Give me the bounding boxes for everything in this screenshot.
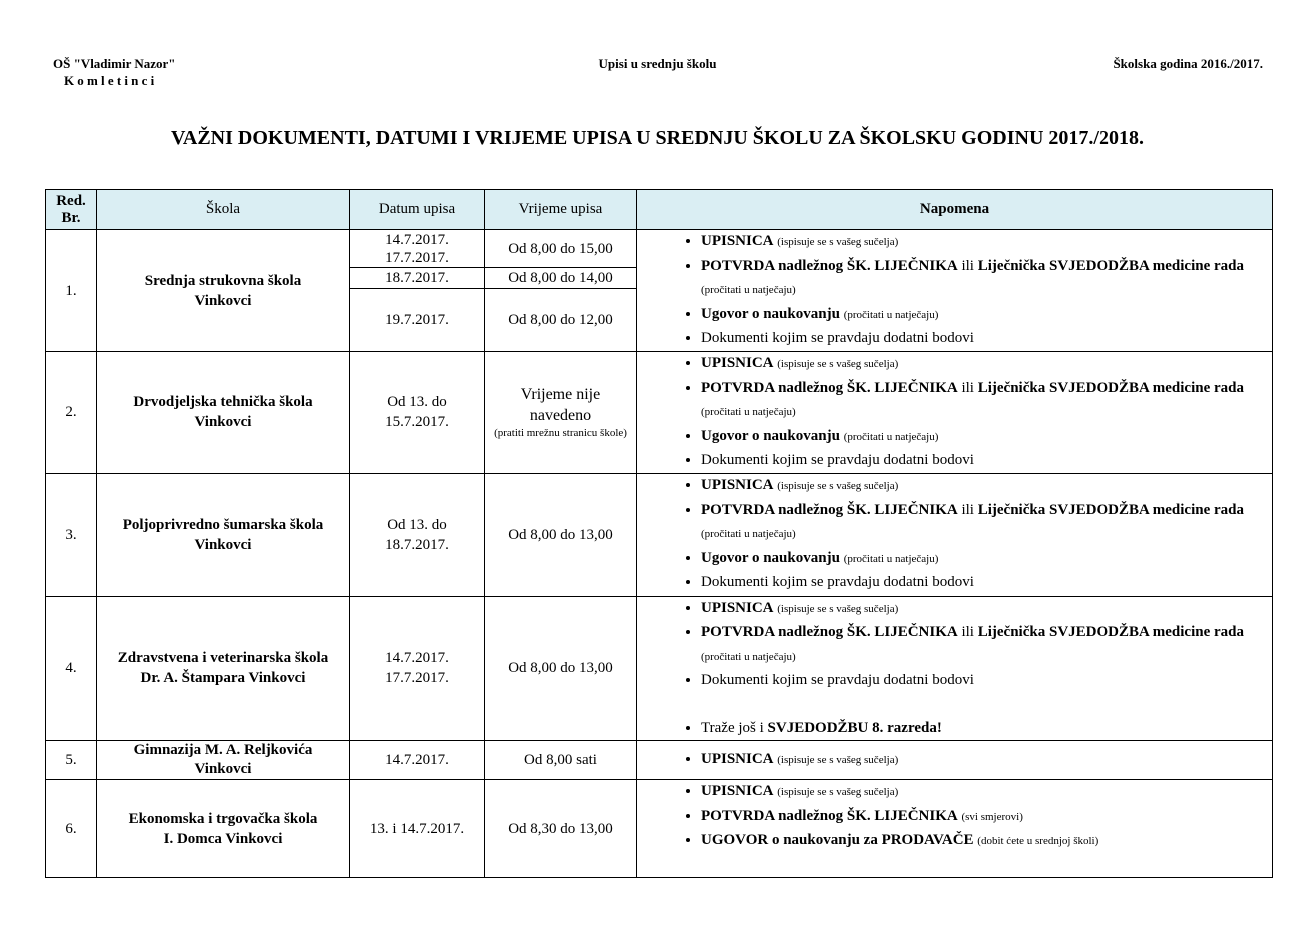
- date-cell: [350, 352, 485, 474]
- list-item: • UPISNICA (ispisuje se s vašeg sučelja): [701, 352, 1272, 377]
- list-item: • Dokumenti kojim se pravdaju dodatni bodovi: [701, 449, 1272, 473]
- note-list: [637, 780, 1272, 854]
- list-item: • POTVRDA nadležnog ŠK. LIJEČNIKA ili Liječnička SVJEDODŽBA medicine rada (pročitati u natječaju): [701, 377, 1272, 425]
- school-name-line: Drvodjeljska tehnička škola: [133, 394, 313, 411]
- school-city-line: Dr. A. Štampara Vinkovci: [140, 670, 306, 687]
- list-item: • Dokumenti kojim se pravdaju dodatni bodovi: [701, 571, 1272, 595]
- time-cell: [485, 741, 637, 780]
- list-item: • Ugovor o naukovanju (pročitati u natječaju): [701, 425, 1272, 450]
- date-value: 18.7.2017.: [385, 270, 449, 286]
- school-name-line: Gimnazija M. A. Reljkovića: [133, 742, 313, 758]
- date-cell: [350, 596, 485, 741]
- row-number: 5.: [46, 741, 97, 780]
- list-item: • Traže još i SVJEDODŽBU 8. razreda!: [701, 717, 1272, 741]
- table-row: [46, 352, 1273, 474]
- school-name-line: Srednja strukovna škola: [144, 272, 302, 289]
- list-item: • UPISNICA (ispisuje se s vašeg sučelja): [701, 474, 1272, 499]
- school-cell: [97, 596, 350, 741]
- list-item: • Ugovor o naukovanju (pročitati u natječaju): [701, 303, 1272, 328]
- row-number: 2.: [46, 352, 97, 474]
- time-cell: [485, 596, 637, 741]
- note-list: [637, 597, 1272, 741]
- list-item: • Dokumenti kojim se pravdaju dodatni bodovi: [701, 327, 1272, 351]
- note-list: [637, 748, 1272, 773]
- note-cell: [637, 352, 1273, 474]
- col-header-date: Datum upisa: [350, 190, 485, 230]
- col-header-note: Napomena: [637, 190, 1273, 230]
- time-value: Od 8,00 do 13,00: [508, 526, 613, 543]
- school-year: Školska godina 2016./2017.: [1113, 56, 1263, 71]
- col-header-no: Red. Br.: [46, 190, 97, 230]
- table-row: [46, 780, 1273, 878]
- table-row: [46, 741, 1273, 780]
- note-cell: [637, 230, 1273, 352]
- note-cell: [637, 596, 1273, 741]
- school-name-line: Ekonomska i trgovačka škola: [128, 810, 318, 827]
- date-value: 14.7.2017.: [385, 650, 449, 667]
- list-item: • Ugovor o naukovanju (pročitati u natječaju): [701, 547, 1272, 572]
- table-row: [46, 473, 1273, 596]
- list-item: • UPISNICA (ispisuje se s vašeg sučelja): [701, 780, 1272, 805]
- time-value: Od 8,30 do 13,00: [508, 820, 613, 837]
- list-item: • UPISNICA (ispisuje se s vašeg sučelja): [701, 230, 1272, 255]
- note-cell: [637, 780, 1273, 878]
- date-value: 19.7.2017.: [385, 312, 449, 328]
- enrollment-table: [45, 189, 1273, 878]
- school-name-line: Poljoprivredno šumarska škola: [122, 516, 324, 533]
- date-value: 18.7.2017.: [385, 536, 449, 553]
- col-header-school: Škola: [97, 190, 350, 230]
- date-value: 14.7.2017.: [385, 231, 449, 248]
- header-center-title: Upisi u srednju školu: [598, 56, 717, 71]
- list-item: • POTVRDA nadležnog ŠK. LIJEČNIKA ili Liječnička SVJEDODŽBA medicine rada (pročitati u natječaju): [701, 499, 1272, 547]
- school-city-line: Vinkovci: [194, 536, 252, 553]
- table-header-row: [46, 190, 1273, 230]
- time-value: Od 8,00 do 13,00: [508, 660, 613, 677]
- note-list: [637, 474, 1272, 595]
- note-list: [637, 230, 1272, 351]
- row-number: 6.: [46, 780, 97, 878]
- list-item: • POTVRDA nadležnog ŠK. LIJEČNIKA ili Liječnička SVJEDODŽBA medicine rada (pročitati u natječaju): [701, 255, 1272, 303]
- row-number: 1.: [46, 230, 97, 352]
- time-cell: [485, 230, 637, 352]
- school-city-line: I. Domca Vinkovci: [163, 830, 283, 847]
- time-cell: [485, 473, 637, 596]
- note-cell: [637, 473, 1273, 596]
- time-value: Od 8,00 do 15,00: [508, 240, 613, 257]
- date-cell: [350, 473, 485, 596]
- date-value: 13. i 14.7.2017.: [369, 820, 465, 837]
- row-number: 3.: [46, 473, 97, 596]
- date-value: 14.7.2017.: [385, 752, 449, 768]
- school-cell: [97, 352, 350, 474]
- school-city-line: Vinkovci: [194, 292, 252, 309]
- time-value: Vrijeme nije navedeno: [520, 386, 601, 425]
- date-value: 17.7.2017.: [385, 670, 449, 687]
- date-value: Od 13. do: [387, 394, 447, 411]
- time-value: Od 8,00 do 12,00: [508, 312, 613, 328]
- page-title: VAŽNI DOKUMENTI, DATUMI I VRIJEME UPISA U SREDNJU ŠKOLU ZA ŠKOLSKU GODINU 2017./2018.: [171, 127, 1144, 149]
- school-cell: [97, 230, 350, 352]
- time-value: Od 8,00 do 14,00: [508, 270, 613, 286]
- list-item: • UPISNICA (ispisuje se s vašeg sučelja): [701, 597, 1272, 622]
- time-note: (pratiti mrežnu stranicu škole): [494, 427, 627, 440]
- date-cell: [350, 230, 485, 352]
- date-value: 17.7.2017.: [385, 249, 449, 266]
- list-item: • POTVRDA nadležnog ŠK. LIJEČNIKA (svi smjerovi): [701, 805, 1272, 830]
- list-item: • UPISNICA (ispisuje se s vašeg sučelja): [701, 748, 1272, 773]
- school-cell: [97, 473, 350, 596]
- list-item: • UGOVOR o naukovanju za PRODAVAČE (dobit ćete u srednjoj školi): [701, 829, 1272, 854]
- time-cell: [485, 352, 637, 474]
- date-value: Od 13. do: [387, 516, 447, 533]
- time-cell: [485, 780, 637, 878]
- table-row: [46, 596, 1273, 741]
- list-gap: [701, 693, 1272, 717]
- col-header-time: Vrijeme upisa: [485, 190, 637, 230]
- school-name-line: Zdravstvena i veterinarska škola: [117, 650, 329, 667]
- school-cell: [97, 741, 350, 780]
- note-list: [637, 352, 1272, 473]
- school-cell: [97, 780, 350, 878]
- date-cell: [350, 780, 485, 878]
- list-item: • Dokumenti kojim se pravdaju dodatni bodovi: [701, 669, 1272, 693]
- row-number: 4.: [46, 596, 97, 741]
- school-name: OŠ "Vladimir Nazor": [53, 56, 176, 71]
- school-city-line: Vinkovci: [194, 414, 252, 431]
- date-value: 15.7.2017.: [385, 414, 449, 431]
- table-row: [46, 230, 1273, 352]
- school-city-line: Vinkovci: [194, 761, 252, 777]
- date-cell: [350, 741, 485, 780]
- note-cell: [637, 741, 1273, 780]
- time-value: Od 8,00 sati: [524, 752, 597, 768]
- school-place: Komletinci: [64, 73, 158, 88]
- list-item: • POTVRDA nadležnog ŠK. LIJEČNIKA ili Liječnička SVJEDODŽBA medicine rada (pročitati u natječaju): [701, 621, 1272, 669]
